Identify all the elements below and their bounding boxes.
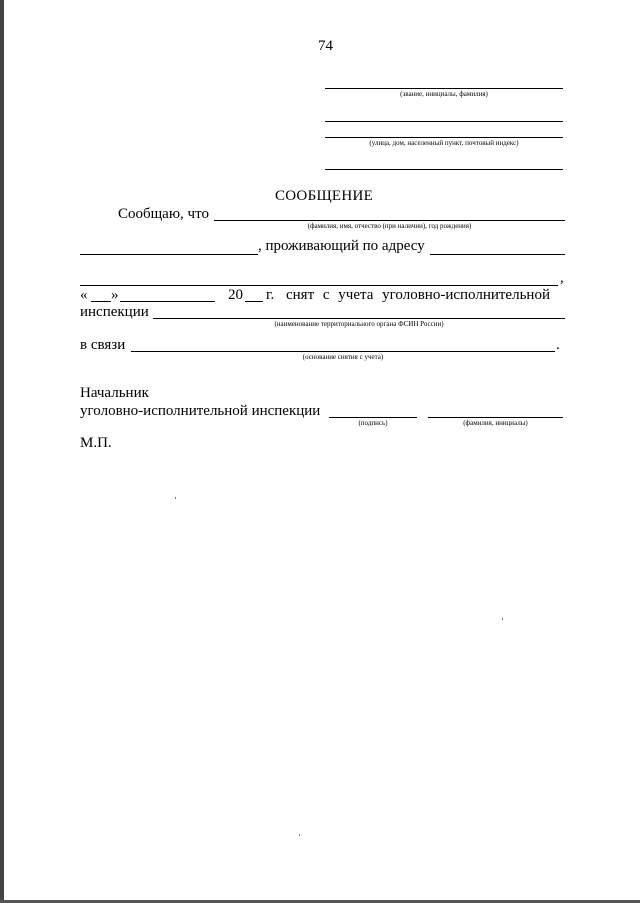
address-line-2[interactable] <box>325 169 563 170</box>
rank-name-line[interactable] <box>325 88 563 89</box>
report-label: Сообщаю, что <box>118 206 209 222</box>
removed-text: снят с учета уголовно-исполнительной <box>286 287 550 303</box>
page-number: 74 <box>318 38 333 54</box>
head-label: Начальник <box>80 385 149 401</box>
person-line-continued[interactable] <box>80 254 258 255</box>
scan-speck <box>502 618 503 620</box>
residence-address-line-2[interactable] <box>80 285 558 286</box>
period-mark: . <box>556 337 560 353</box>
year-field[interactable] <box>245 301 263 302</box>
stamp-label: М.П. <box>80 435 112 451</box>
quote-open: « <box>80 287 88 303</box>
territorial-body-line[interactable] <box>153 318 565 319</box>
residing-label: , проживающий по адресу <box>258 238 425 254</box>
day-field[interactable] <box>91 301 111 302</box>
name-initials-caption: (фамилия, инициалы) <box>463 419 528 427</box>
quote-close: » <box>111 287 119 303</box>
territorial-body-caption: (наименование территориального органа ФСИН России) <box>274 320 444 328</box>
rank-name-caption: (звание, инициалы, фамилия) <box>400 90 488 98</box>
year-suffix: г. <box>266 287 275 303</box>
person-line[interactable] <box>214 220 565 221</box>
month-field[interactable] <box>120 301 215 302</box>
signature-caption: (подпись) <box>358 419 388 427</box>
addressee-line-2[interactable] <box>325 121 563 122</box>
year-prefix: 20 <box>228 287 243 303</box>
due-to-label: в связи <box>80 337 126 353</box>
inspection-label: инспекции <box>80 304 149 320</box>
address-caption: (улица, дом, населенный пункт, почтовый индекс) <box>369 139 519 147</box>
reason-caption: (основание снятия с учета) <box>302 353 384 361</box>
address-line[interactable] <box>325 137 563 138</box>
name-initials-line[interactable] <box>428 417 563 418</box>
document-title: СООБЩЕНИЕ <box>275 188 374 204</box>
residence-address-line[interactable] <box>430 254 565 255</box>
comma-mark: , <box>560 270 564 286</box>
page-edge-left <box>0 0 4 903</box>
scan-speck <box>299 834 300 836</box>
reason-line[interactable] <box>131 351 555 352</box>
person-caption: (фамилия, имя, отчество (при наличии), год рождения) <box>307 222 472 230</box>
signature-line[interactable] <box>329 417 417 418</box>
scan-speck <box>175 497 176 499</box>
signature-inspection-label: уголовно-исполнительной инспекции <box>80 403 321 419</box>
